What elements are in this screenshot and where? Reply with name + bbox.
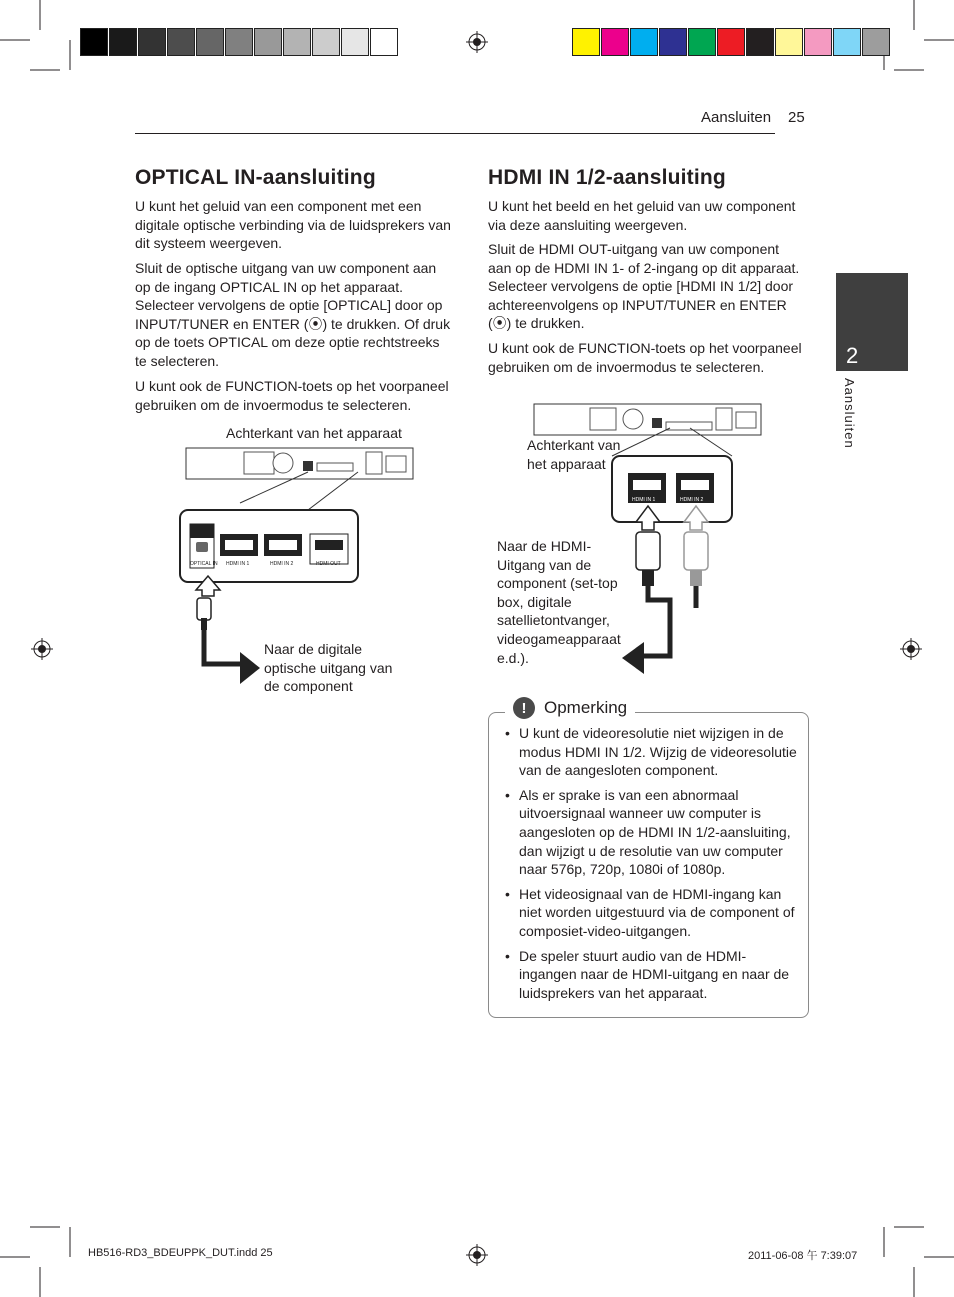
optical-title: OPTICAL IN-aansluiting <box>135 166 376 189</box>
hdmi-title: HDMI IN 1/2-aansluiting <box>488 166 726 189</box>
port-label-hdmi-out: HDMI OUT <box>316 561 341 567</box>
device-rear-panel <box>534 404 761 435</box>
optical-diagram-caption-bottom: Naar de digitale optische uitgang van de component <box>264 641 393 695</box>
color-swatch <box>833 28 861 56</box>
port-label-hdmi-in-1: HDMI IN 1 <box>226 561 250 567</box>
chapter-number: 2 <box>846 343 859 368</box>
port-label-optical-in: OPTICAL IN <box>190 561 218 567</box>
color-swatch <box>746 28 774 56</box>
port-label-hdmi-in-2: HDMI IN 2 <box>680 497 704 503</box>
grayscale-bar <box>80 28 399 56</box>
hdmi-diagram-caption-top: Achterkant van het apparaat <box>527 437 621 472</box>
optical-paragraph-3: U kunt ook de FUNCTION-toets op het voorpaneel gebruiken om de invoermodus te selecteren. <box>135 378 449 413</box>
gray-swatch <box>225 28 253 56</box>
registration-mark-right <box>900 638 922 660</box>
optical-paragraph-1: U kunt het geluid van een component met een digitale optische verbinding via de luidsprekers van dit systeem weergeven. <box>135 198 451 252</box>
hdmi-paragraph-3: U kunt ook de FUNCTION-toets op het voorpaneel gebruiken om de invoermodus te selecteren. <box>488 340 802 375</box>
note-item: • De speler stuurt audio van de HDMI-ingangen naar de HDMI-uitgang en naar de luidsprekers van het apparaat. <box>501 947 797 1003</box>
page-number: 25 <box>788 109 805 126</box>
color-swatch <box>601 28 629 56</box>
gray-swatch <box>167 28 195 56</box>
note-item: • Het videosignaal van de HDMI-ingang kan niet worden uitgestuurd via de component of composiet-video-uitgangen. <box>501 885 797 941</box>
hdmi-paragraph-2: Sluit de HDMI OUT-uitgang van uw component aan op de HDMI IN 1- of 2-ingang op dit apparaat. Selecteer vervolgens de optie [HDMI IN 1/2] door achtereenvolgens op INPUT/TUNER en ENTER (⦿) te drukken. <box>488 241 800 332</box>
hdmi-diagram-caption-side: Naar de HDMI-Uitgang van de component (set-top box, digitale satellietontvanger, videogameapparaat e.d.). <box>497 538 621 666</box>
color-bar <box>572 28 891 56</box>
hdmi-paragraph-1: U kunt het beeld en het geluid van uw component via deze aansluiting weergeven. <box>488 198 796 233</box>
port-label-hdmi-in-2: HDMI IN 2 <box>270 561 294 567</box>
footer-datetime: 2011-06-08 午 7:39:07 <box>748 1250 858 1262</box>
note-item: • Als er sprake is van een abnormaal uitvoersignaal wanneer uw computer is aangesloten op de HDMI IN 1/2-aansluiting, dan wijzigt u de resolutie van uw computer naar 576p, 720p, 1080i of 1080p. <box>501 786 797 879</box>
color-swatch <box>862 28 890 56</box>
gray-swatch <box>109 28 137 56</box>
note-title: Opmerking <box>544 698 628 717</box>
registration-mark-top <box>466 31 488 53</box>
color-swatch <box>717 28 745 56</box>
device-rear-panel <box>186 448 413 479</box>
gray-swatch <box>138 28 166 56</box>
color-swatch <box>775 28 803 56</box>
chapter-tab <box>836 273 908 371</box>
gray-swatch <box>196 28 224 56</box>
optical-cable <box>196 576 260 684</box>
optical-diagram-caption-top: Achterkant van het apparaat <box>226 425 402 441</box>
color-swatch <box>688 28 716 56</box>
gray-swatch <box>254 28 282 56</box>
gray-swatch <box>370 28 398 56</box>
hdmi-cable-2 <box>684 506 708 586</box>
footer-filename: HB516-RD3_BDEUPPK_DUT.indd 25 <box>88 1247 273 1259</box>
port-label-hdmi-in-1: HDMI IN 1 <box>632 497 656 503</box>
color-swatch <box>659 28 687 56</box>
color-swatch <box>630 28 658 56</box>
gray-swatch <box>80 28 108 56</box>
port-zoom-panel <box>180 510 358 582</box>
exclamation-icon: ! <box>513 697 535 719</box>
color-swatch <box>804 28 832 56</box>
running-header-section: Aansluiten <box>701 109 772 126</box>
gray-swatch <box>283 28 311 56</box>
gray-swatch <box>312 28 340 56</box>
note-header <box>505 697 635 719</box>
chapter-side-label: Aansluiten <box>842 378 857 449</box>
optical-paragraph-2: Sluit de optische uitgang van uw component aan op de ingang OPTICAL IN op het apparaat. Selecteer vervolgens de optie [OPTICAL] door op INPUT/TUNER en ENTER (⦿) te drukken. Of druk op de toets OPTICAL om deze optie rechtstreeks te selecteren. <box>135 260 451 369</box>
note-item: • U kunt de videoresolutie niet wijzigen in de modus HDMI IN 1/2. Wijzig de videoresolutie van de aangesloten component. <box>501 724 797 780</box>
hdmi-cable-1 <box>636 506 660 586</box>
registration-mark-left <box>31 638 53 660</box>
gray-swatch <box>341 28 369 56</box>
color-swatch <box>572 28 600 56</box>
registration-mark-bottom <box>466 1244 488 1266</box>
header-rule <box>135 133 775 134</box>
note-list <box>501 724 797 1008</box>
